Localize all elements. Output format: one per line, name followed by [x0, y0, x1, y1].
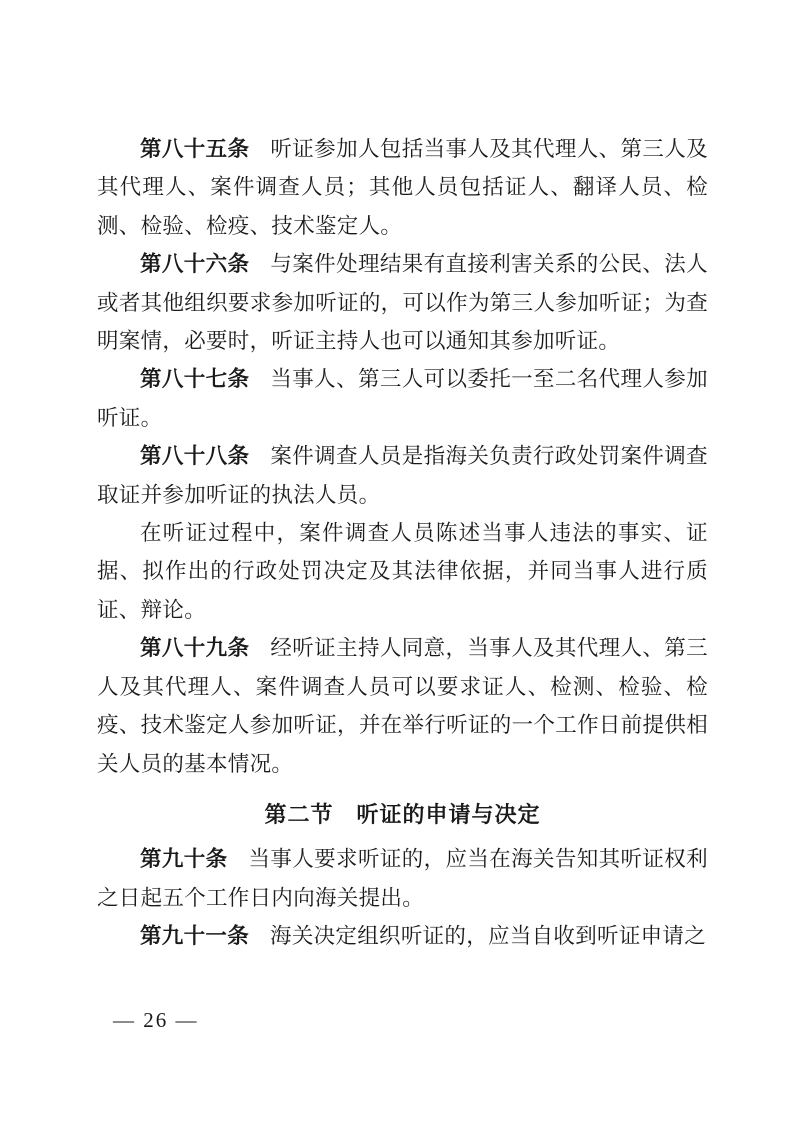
- article-number: 第八十五条: [140, 137, 250, 161]
- article-number: 第八十九条: [140, 636, 250, 661]
- article-number: 第九十一条: [140, 924, 250, 949]
- document-body: [97, 130, 708, 956]
- article-paragraph-85: [97, 130, 708, 245]
- article-number: 第八十七条: [140, 367, 250, 392]
- article-text: 在听证过程中，案件调查人员陈述当事人违法的事实、证据、拟作出的行政处罚决定及其法律依据，并同当事人进行质证、辩论。: [97, 521, 708, 622]
- article-text: 案件调查人员是指海关负责行政处罚案件调查取证并参加听证的执法人员。: [97, 444, 708, 507]
- article-text: 与案件处理结果有直接利害关系的公民、法人或者其他组织要求参加听证的，可以作为第三人参加听证；为查明案情，必要时，听证主持人也可以通知其参加听证。: [97, 252, 708, 354]
- article-paragraph-86: [97, 245, 708, 360]
- article-text: 当事人要求听证的，应当在海关告知其听证权利之日起五个工作日内向海关提出。: [97, 847, 708, 910]
- article-text: 听证参加人包括当事人及其代理人、第三人及其代理人、案件调查人员；其他人员包括证人、翻译人员、检测、检验、检疫、技术鉴定人。: [97, 137, 708, 238]
- article-number: 第八十六条: [140, 252, 250, 277]
- article-paragraph-88: [97, 437, 708, 514]
- article-number: 第八十八条: [140, 444, 250, 469]
- article-paragraph-87: [97, 360, 708, 437]
- section-heading: 第二节 听证的申请与决定: [264, 801, 541, 827]
- page-number: — 26 —: [113, 1008, 199, 1032]
- article-text: 海关决定组织听证的，应当自收到听证申请之: [270, 924, 707, 949]
- article-text: 当事人、第三人可以委托一至二名代理人参加听证。: [97, 367, 708, 430]
- article-text: 经听证主持人同意，当事人及其代理人、第三人及其代理人、案件调查人员可以要求证人、检测、检验、检疫、技术鉴定人参加听证，并在举行听证的一个工作日前提供相关人员的基本情况。: [97, 636, 708, 776]
- article-paragraph-91: [97, 917, 708, 955]
- article-continuation-paragraph: [97, 514, 708, 629]
- article-paragraph-90: [97, 840, 708, 917]
- article-paragraph-89: [97, 629, 708, 783]
- article-number: 第九十条: [140, 847, 228, 872]
